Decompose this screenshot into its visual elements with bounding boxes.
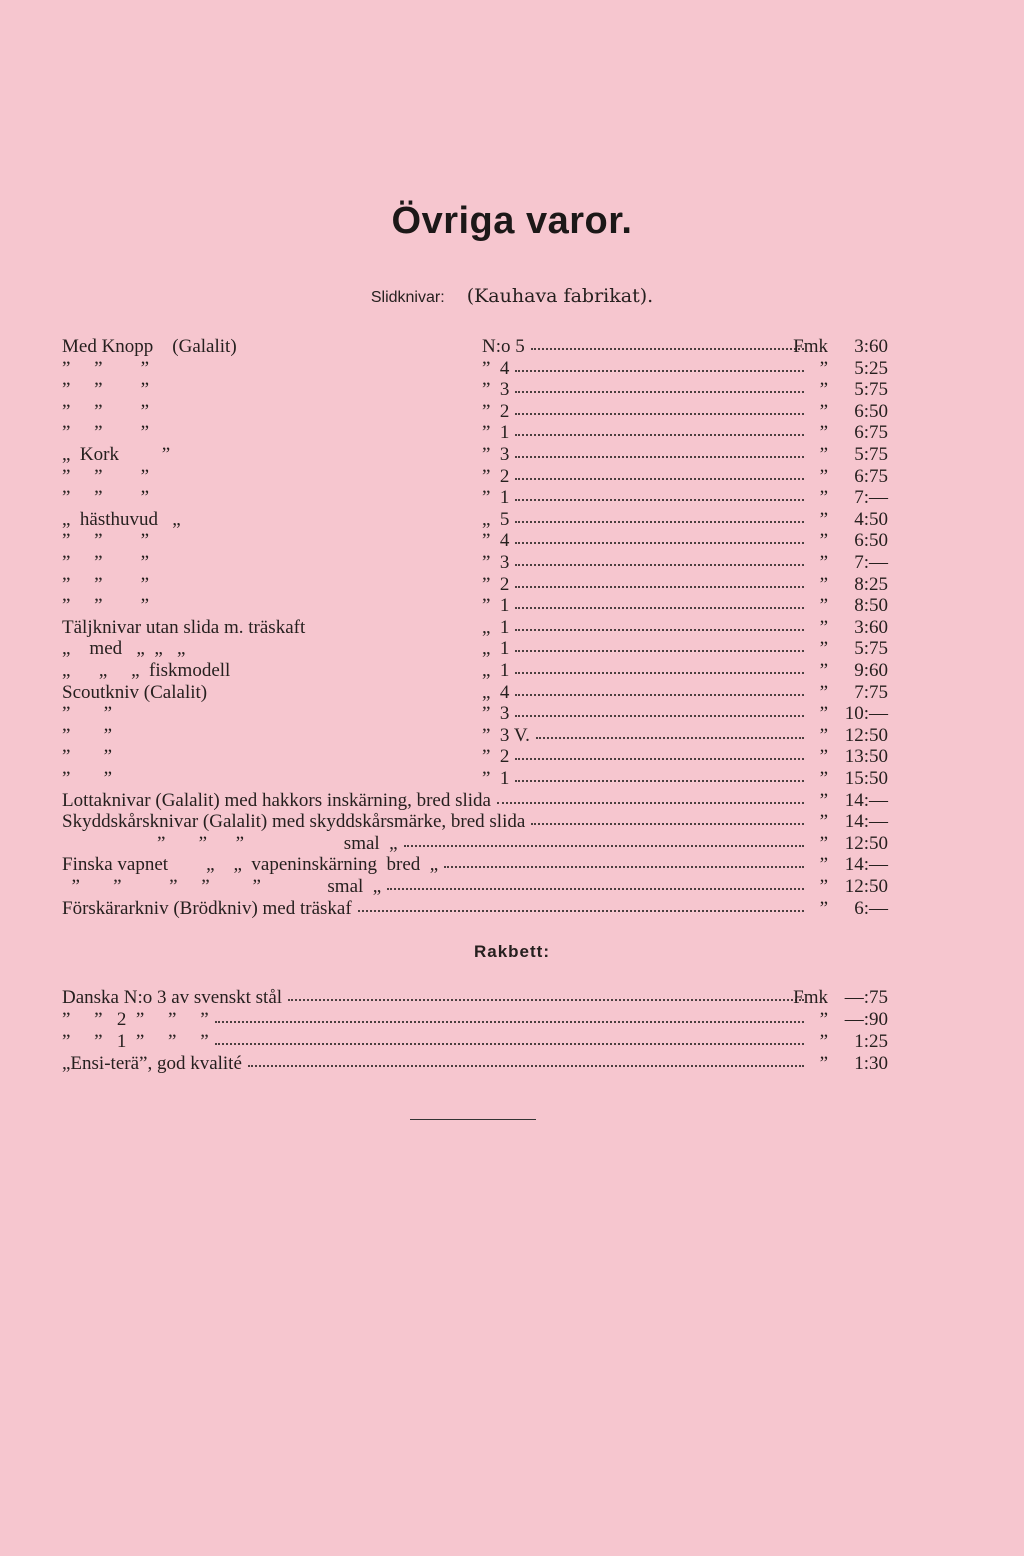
item-number: ” 2	[482, 573, 510, 595]
item-price: —:90	[844, 1009, 888, 1030]
item-price: 6:75	[854, 422, 888, 444]
knife-row	[62, 876, 888, 898]
knife-row	[62, 466, 888, 488]
item-description: „ med „ „ „	[62, 638, 186, 660]
knife-row	[62, 725, 888, 747]
dot-leader	[515, 564, 804, 566]
knife-row	[62, 703, 888, 725]
item-description: ” ” ”	[62, 595, 150, 617]
currency-label: ”	[819, 508, 828, 530]
dot-leader	[515, 629, 804, 631]
subtitle-text: (Kauhava fabrikat).	[466, 285, 654, 307]
currency-label: Fmk	[793, 987, 828, 1008]
item-number: ” 3 V.	[482, 724, 530, 746]
item-number: „ 1	[482, 616, 510, 638]
item-description: ” ” ”	[62, 357, 150, 379]
currency-label: ”	[819, 876, 828, 897]
dot-leader	[515, 521, 804, 523]
item-price: 15:50	[844, 768, 888, 789]
dot-leader	[531, 348, 804, 350]
item-price: 7:75	[854, 681, 888, 703]
knife-row	[62, 768, 888, 790]
item-description: ” ” ”	[62, 379, 150, 401]
item-price: 5:25	[854, 357, 888, 379]
currency-label: ”	[819, 681, 828, 703]
knife-row	[62, 530, 888, 552]
item-description: Med Knopp (Galalit)	[62, 336, 237, 357]
currency-label: ”	[819, 530, 828, 552]
dot-leader	[515, 478, 804, 480]
item-description: ” ” ” ” ” smal „	[62, 876, 382, 897]
currency-label: ”	[819, 854, 828, 876]
dot-leader	[515, 780, 804, 782]
item-price: 12:50	[844, 876, 888, 897]
dot-leader	[536, 737, 804, 739]
item-number: „ 5	[482, 508, 510, 530]
currency-label: ”	[819, 746, 828, 768]
currency-label: ”	[819, 660, 828, 681]
item-price: 5:75	[854, 444, 888, 465]
knife-row	[62, 682, 888, 704]
item-price: 3:60	[854, 616, 888, 638]
currency-label: ”	[819, 724, 828, 746]
item-description: ” ”	[62, 746, 113, 768]
item-description: ” ”	[62, 703, 113, 725]
dot-leader	[404, 845, 804, 847]
knife-row	[62, 833, 888, 855]
currency-label: ”	[819, 552, 828, 573]
knife-row	[62, 811, 888, 833]
item-description: Danska N:o 3 av svenskt stål	[62, 987, 283, 1008]
divider-rule	[410, 1119, 536, 1120]
rakbett-row	[62, 987, 888, 1009]
knife-row	[62, 552, 888, 574]
item-description: ” ” ”	[62, 465, 150, 487]
knife-row	[62, 422, 888, 444]
currency-label: ”	[819, 1053, 828, 1074]
currency-label: ”	[819, 357, 828, 379]
currency-label: ”	[819, 400, 828, 422]
dot-leader	[515, 434, 804, 436]
currency-label: ”	[819, 573, 828, 595]
item-price: 12:50	[844, 832, 888, 854]
knife-row	[62, 401, 888, 423]
knife-row	[62, 336, 888, 358]
currency-label: ”	[819, 465, 828, 487]
currency-label: ”	[819, 616, 828, 638]
dot-leader	[215, 1043, 804, 1045]
item-description: Scoutkniv (Calalit)	[62, 681, 208, 703]
item-price: 7:—	[854, 487, 888, 509]
item-description: Förskärarkniv (Brödkniv) med träskaf	[62, 897, 352, 919]
item-description: Lottaknivar (Galalit) med hakkors inskärning, bred slida	[62, 789, 491, 811]
item-price: 6:75	[854, 465, 888, 487]
currency-label: ”	[819, 1031, 828, 1052]
item-price: 5:75	[854, 638, 888, 660]
item-number: „ 1	[482, 660, 510, 681]
dot-leader	[515, 413, 804, 415]
knife-row	[62, 617, 888, 639]
knife-row	[62, 595, 888, 617]
subtitle-label: Slidknivar:	[370, 289, 445, 306]
currency-label: ”	[819, 811, 828, 833]
currency-label: ”	[819, 379, 828, 401]
item-price: 12:50	[844, 724, 888, 746]
item-description: ” ” 2 ” ” ”	[62, 1009, 209, 1030]
knife-row	[62, 358, 888, 380]
item-price: 13:50	[844, 746, 888, 768]
item-description: Finska vapnet „ „ vapeninskärning bred „	[62, 854, 439, 876]
item-description: ” ” ” smal „	[62, 832, 398, 854]
dot-leader	[497, 802, 804, 804]
knife-row	[62, 379, 888, 401]
item-description: ” ” ”	[62, 400, 150, 422]
dot-leader	[515, 542, 804, 544]
item-price: 1:25	[854, 1031, 888, 1052]
item-number: ” 3	[482, 703, 510, 725]
item-price: 9:60	[854, 660, 888, 681]
item-price: 8:25	[854, 573, 888, 595]
item-number: „ 1	[482, 638, 510, 660]
item-number: ” 1	[482, 487, 510, 509]
item-description: ” ”	[62, 768, 113, 789]
item-description: „ „ „ fiskmodell	[62, 660, 231, 681]
currency-label: Fmk	[793, 336, 828, 357]
item-number: ” 4	[482, 530, 510, 552]
item-number: ” 2	[482, 746, 510, 768]
item-price: 4:50	[854, 508, 888, 530]
dot-leader	[387, 888, 804, 890]
rakbett-row	[62, 1031, 888, 1053]
knife-row	[62, 444, 888, 466]
dot-leader	[515, 694, 804, 696]
currency-label: ”	[819, 487, 828, 509]
dot-leader	[515, 650, 804, 652]
dot-leader	[515, 370, 804, 372]
currency-label: ”	[819, 638, 828, 660]
item-price: 6:—	[854, 897, 888, 919]
dot-leader	[358, 910, 804, 912]
item-description: „ hästhuvud „	[62, 508, 181, 530]
dot-leader	[248, 1065, 804, 1067]
rakbett-row	[62, 1009, 888, 1031]
item-price: 6:50	[854, 530, 888, 552]
item-number: „ 4	[482, 681, 510, 703]
item-price: 8:50	[854, 595, 888, 617]
item-description: „Ensi-terä”, god kvalité	[62, 1053, 242, 1074]
currency-label: ”	[819, 703, 828, 725]
currency-label: ”	[819, 595, 828, 617]
currency-label: ”	[819, 897, 828, 919]
currency-label: ”	[819, 444, 828, 465]
dot-leader	[288, 999, 804, 1001]
item-description: ” ” ”	[62, 487, 150, 509]
item-price: —:75	[844, 987, 888, 1008]
currency-label: ”	[819, 422, 828, 444]
item-description: ” ” ”	[62, 530, 150, 552]
knife-row	[62, 509, 888, 531]
item-number: ” 4	[482, 357, 510, 379]
dot-leader	[515, 607, 804, 609]
knife-row	[62, 660, 888, 682]
item-number: N:o 5	[482, 336, 525, 357]
item-number: ” 3	[482, 552, 510, 573]
rakbett-heading: Rakbett:	[473, 942, 550, 961]
item-description: ” ” ”	[62, 552, 150, 573]
knife-row	[62, 574, 888, 596]
currency-label: ”	[819, 768, 828, 789]
knife-row	[62, 790, 888, 812]
item-number: ” 3	[482, 379, 510, 401]
item-price: 10:—	[844, 703, 888, 725]
rakbett-row	[62, 1053, 888, 1075]
item-description: ” ” ”	[62, 422, 150, 444]
dot-leader	[515, 715, 804, 717]
item-description: Skyddskårsknivar (Galalit) med skyddskårsmärke, bred slida	[62, 811, 526, 833]
item-price: 7:—	[854, 552, 888, 573]
dot-leader	[215, 1021, 804, 1023]
item-description: „ Kork ”	[62, 444, 171, 465]
dot-leader	[444, 866, 804, 868]
dot-leader	[515, 391, 804, 393]
item-number: ” 2	[482, 400, 510, 422]
dot-leader	[515, 586, 804, 588]
item-price: 3:60	[854, 336, 888, 357]
knife-row	[62, 898, 888, 920]
item-number: ” 1	[482, 768, 510, 789]
page-title: Övriga varor.	[391, 200, 633, 242]
item-price: 14:—	[844, 854, 888, 876]
knife-row	[62, 746, 888, 768]
section-subtitle	[0, 285, 1024, 307]
dot-leader	[515, 499, 804, 501]
item-description: ” ” ”	[62, 573, 150, 595]
item-price: 1:30	[854, 1053, 888, 1074]
dot-leader	[515, 456, 804, 458]
item-number: ” 3	[482, 444, 510, 465]
currency-label: ”	[819, 832, 828, 854]
item-number: ” 1	[482, 422, 510, 444]
item-number: ” 2	[482, 465, 510, 487]
item-price: 14:—	[844, 789, 888, 811]
knife-row	[62, 854, 888, 876]
item-price: 14:—	[844, 811, 888, 833]
dot-leader	[515, 672, 804, 674]
item-price: 5:75	[854, 379, 888, 401]
knife-row	[62, 638, 888, 660]
item-description: ” ”	[62, 724, 113, 746]
currency-label: ”	[819, 1009, 828, 1030]
item-description: Täljknivar utan slida m. träskaft	[62, 616, 306, 638]
item-number: ” 1	[482, 595, 510, 617]
currency-label: ”	[819, 789, 828, 811]
dot-leader	[531, 823, 804, 825]
dot-leader	[515, 758, 804, 760]
knife-row	[62, 487, 888, 509]
item-description: ” ” 1 ” ” ”	[62, 1031, 209, 1052]
item-price: 6:50	[854, 400, 888, 422]
